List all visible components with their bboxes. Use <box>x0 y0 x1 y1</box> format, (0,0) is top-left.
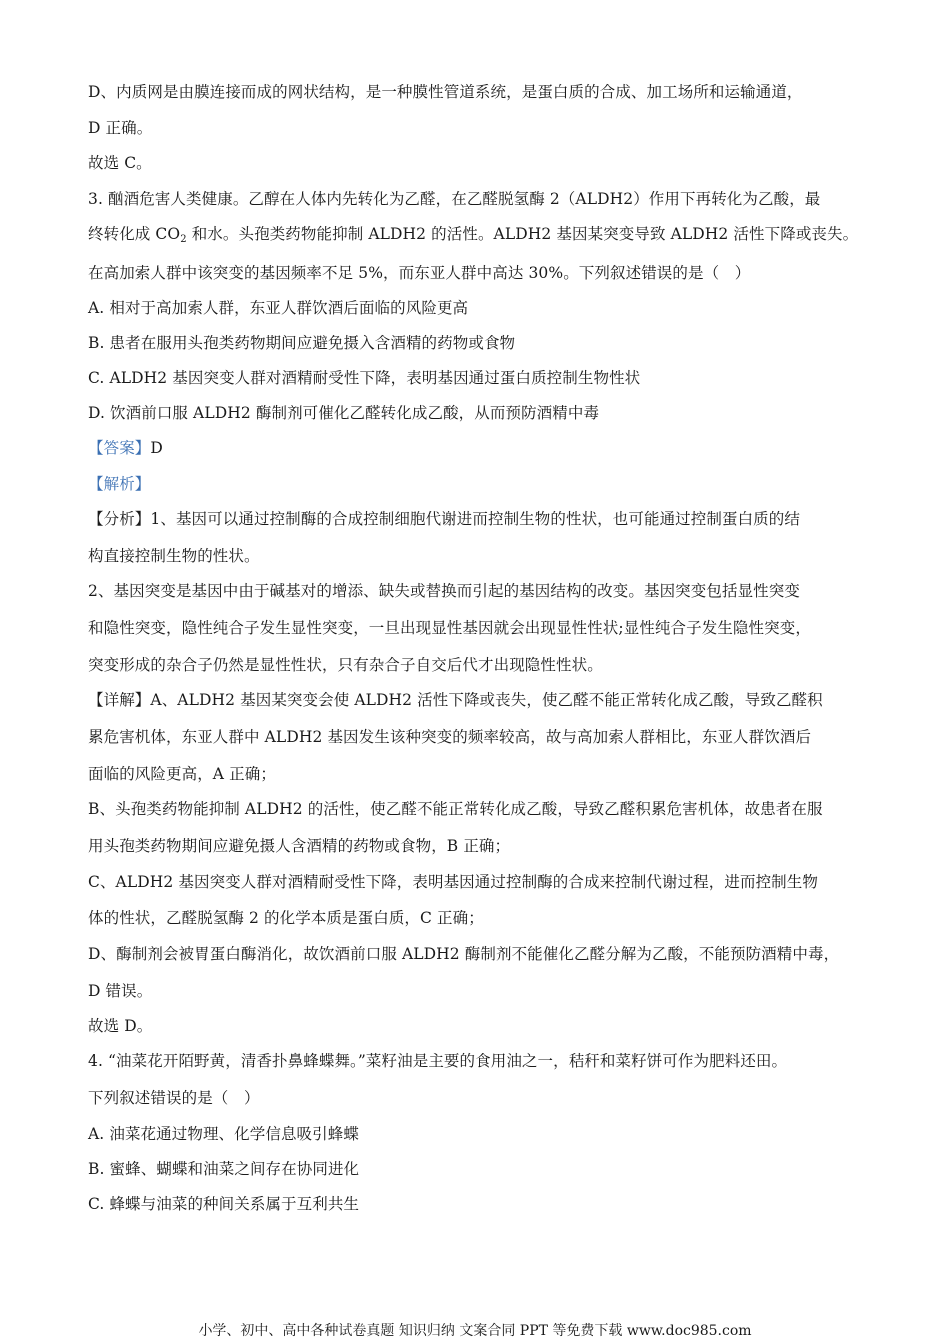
option-b: B. 患者在服用头孢类药物期间应避免摄入含酒精的药物或食物 <box>88 334 516 352</box>
answer-line <box>88 438 163 458</box>
subscript: 2 <box>180 234 187 245</box>
option-a: A. 油菜花通过物理、化学信息吸引蜂蝶 <box>88 1125 359 1143</box>
option-c: C. ALDH2 基因突变人群对酒精耐受性下降，表明基因通过蛋白质控制生物性状 <box>88 369 641 387</box>
text-line: 构直接控制生物的性状。 <box>88 547 260 565</box>
question-3-stem-line3: 在高加索人群中该突变的基因频率不足 5%，而东亚人群中高达 30%。下列叙述错误的是（ ） <box>88 264 751 282</box>
text-line: 面临的风险更高，A 正确； <box>88 765 276 783</box>
text-line: 【详解】A、ALDH2 基因某突变会使 ALDH2 活性下降或丧失，使乙醛不能正常转化成乙酸，导致乙醛积 <box>88 691 823 709</box>
question-3-stem: 3. 酗酒危害人类健康。乙醇在人体内先转化为乙醛，在乙醛脱氢酶 2（ALDH2）作用下再转化为乙酸，最 <box>88 190 821 208</box>
text-line: D、酶制剂会被胃蛋白酶消化，故饮酒前口服 ALDH2 酶制剂不能催化乙醛分解为乙酸，不能预防酒精中毒， <box>88 945 840 963</box>
text-line: B、头孢类药物能抑制 ALDH2 的活性，使乙醛不能正常转化成乙酸，导致乙醛积累危害机体，故患者在服 <box>88 800 823 818</box>
text-line: D 错误。 <box>88 982 153 1000</box>
text-segment: 和水。头孢类药物能抑制 ALDH2 的活性。ALDH2 基因某突变导致 ALDH2 活性下降或丧失。 <box>186 225 859 243</box>
option-d: D. 饮酒前口服 ALDH2 酶制剂可催化乙醛转化成乙酸，从而预防酒精中毒 <box>88 404 600 422</box>
analysis-line <box>88 474 150 494</box>
answer-value: D <box>150 439 163 457</box>
question-3-stem-line2 <box>88 224 858 244</box>
text-line: 用头孢类药物期间应避免摄人含酒精的药物或食物，B 正确； <box>88 837 511 855</box>
analysis-tag: 【解析】 <box>88 475 151 493</box>
question-4-stem-line2: 下列叙述错误的是（ ） <box>88 1089 260 1107</box>
page-footer: 小学、初中、高中各种试卷真题 知识归纳 文案合同 PPT 等免费下载 www.doc985.com <box>198 1323 752 1339</box>
option-c: C. 蜂蝶与油菜的种间关系属于互利共生 <box>88 1195 360 1213</box>
text-line: 故选 C。 <box>88 154 152 172</box>
option-a: A. 相对于高加索人群，东亚人群饮酒后面临的风险更高 <box>88 299 469 317</box>
option-b: B. 蜜蜂、蝴蝶和油菜之间存在协同进化 <box>88 1160 360 1178</box>
text-line: 累危害机体，东亚人群中 ALDH2 基因发生该种突变的频率较高，故与高加索人群相比，东亚人群饮酒后 <box>88 728 812 746</box>
text-line: 突变形成的杂合子仍然是显性性状，只有杂合子自交后代才出现隐性性状。 <box>88 656 603 674</box>
text-line: 体的性状，乙醛脱氢酶 2 的化学本质是蛋白质，C 正确； <box>88 909 484 927</box>
text-line: 【分析】1、基因可以通过控制酶的合成控制细胞代谢进而控制生物的性状，也可能通过控制蛋白质的结 <box>88 510 800 528</box>
question-4-stem: 4. “油菜花开陌野黄，清香扑鼻蜂蝶舞。”菜籽油是主要的食用油之一，秸秆和菜籽饼可作为肥料还田。 <box>88 1052 788 1070</box>
text-line: C、ALDH2 基因突变人群对酒精耐受性下降，表明基因通过控制酶的合成来控制代谢过程，进而控制生物 <box>88 873 818 891</box>
text-line: 故选 D。 <box>88 1017 153 1035</box>
text-segment: 终转化成 CO <box>88 225 181 243</box>
answer-tag: 【答案】 <box>88 439 151 457</box>
text-line: D 正确。 <box>88 119 153 137</box>
text-line: 和隐性突变，隐性纯合子发生显性突变，一旦出现显性基因就会出现显性性状;显性纯合子发生隐性突变， <box>88 619 811 637</box>
text-line: D、内质网是由膜连接而成的网状结构，是一种膜性管道系统，是蛋白质的合成、加工场所和运输通道， <box>88 83 803 101</box>
text-line: 2、基因突变是基因中由于碱基对的增添、缺失或替换而引起的基因结构的改变。基因突变包括显性突变 <box>88 582 800 600</box>
